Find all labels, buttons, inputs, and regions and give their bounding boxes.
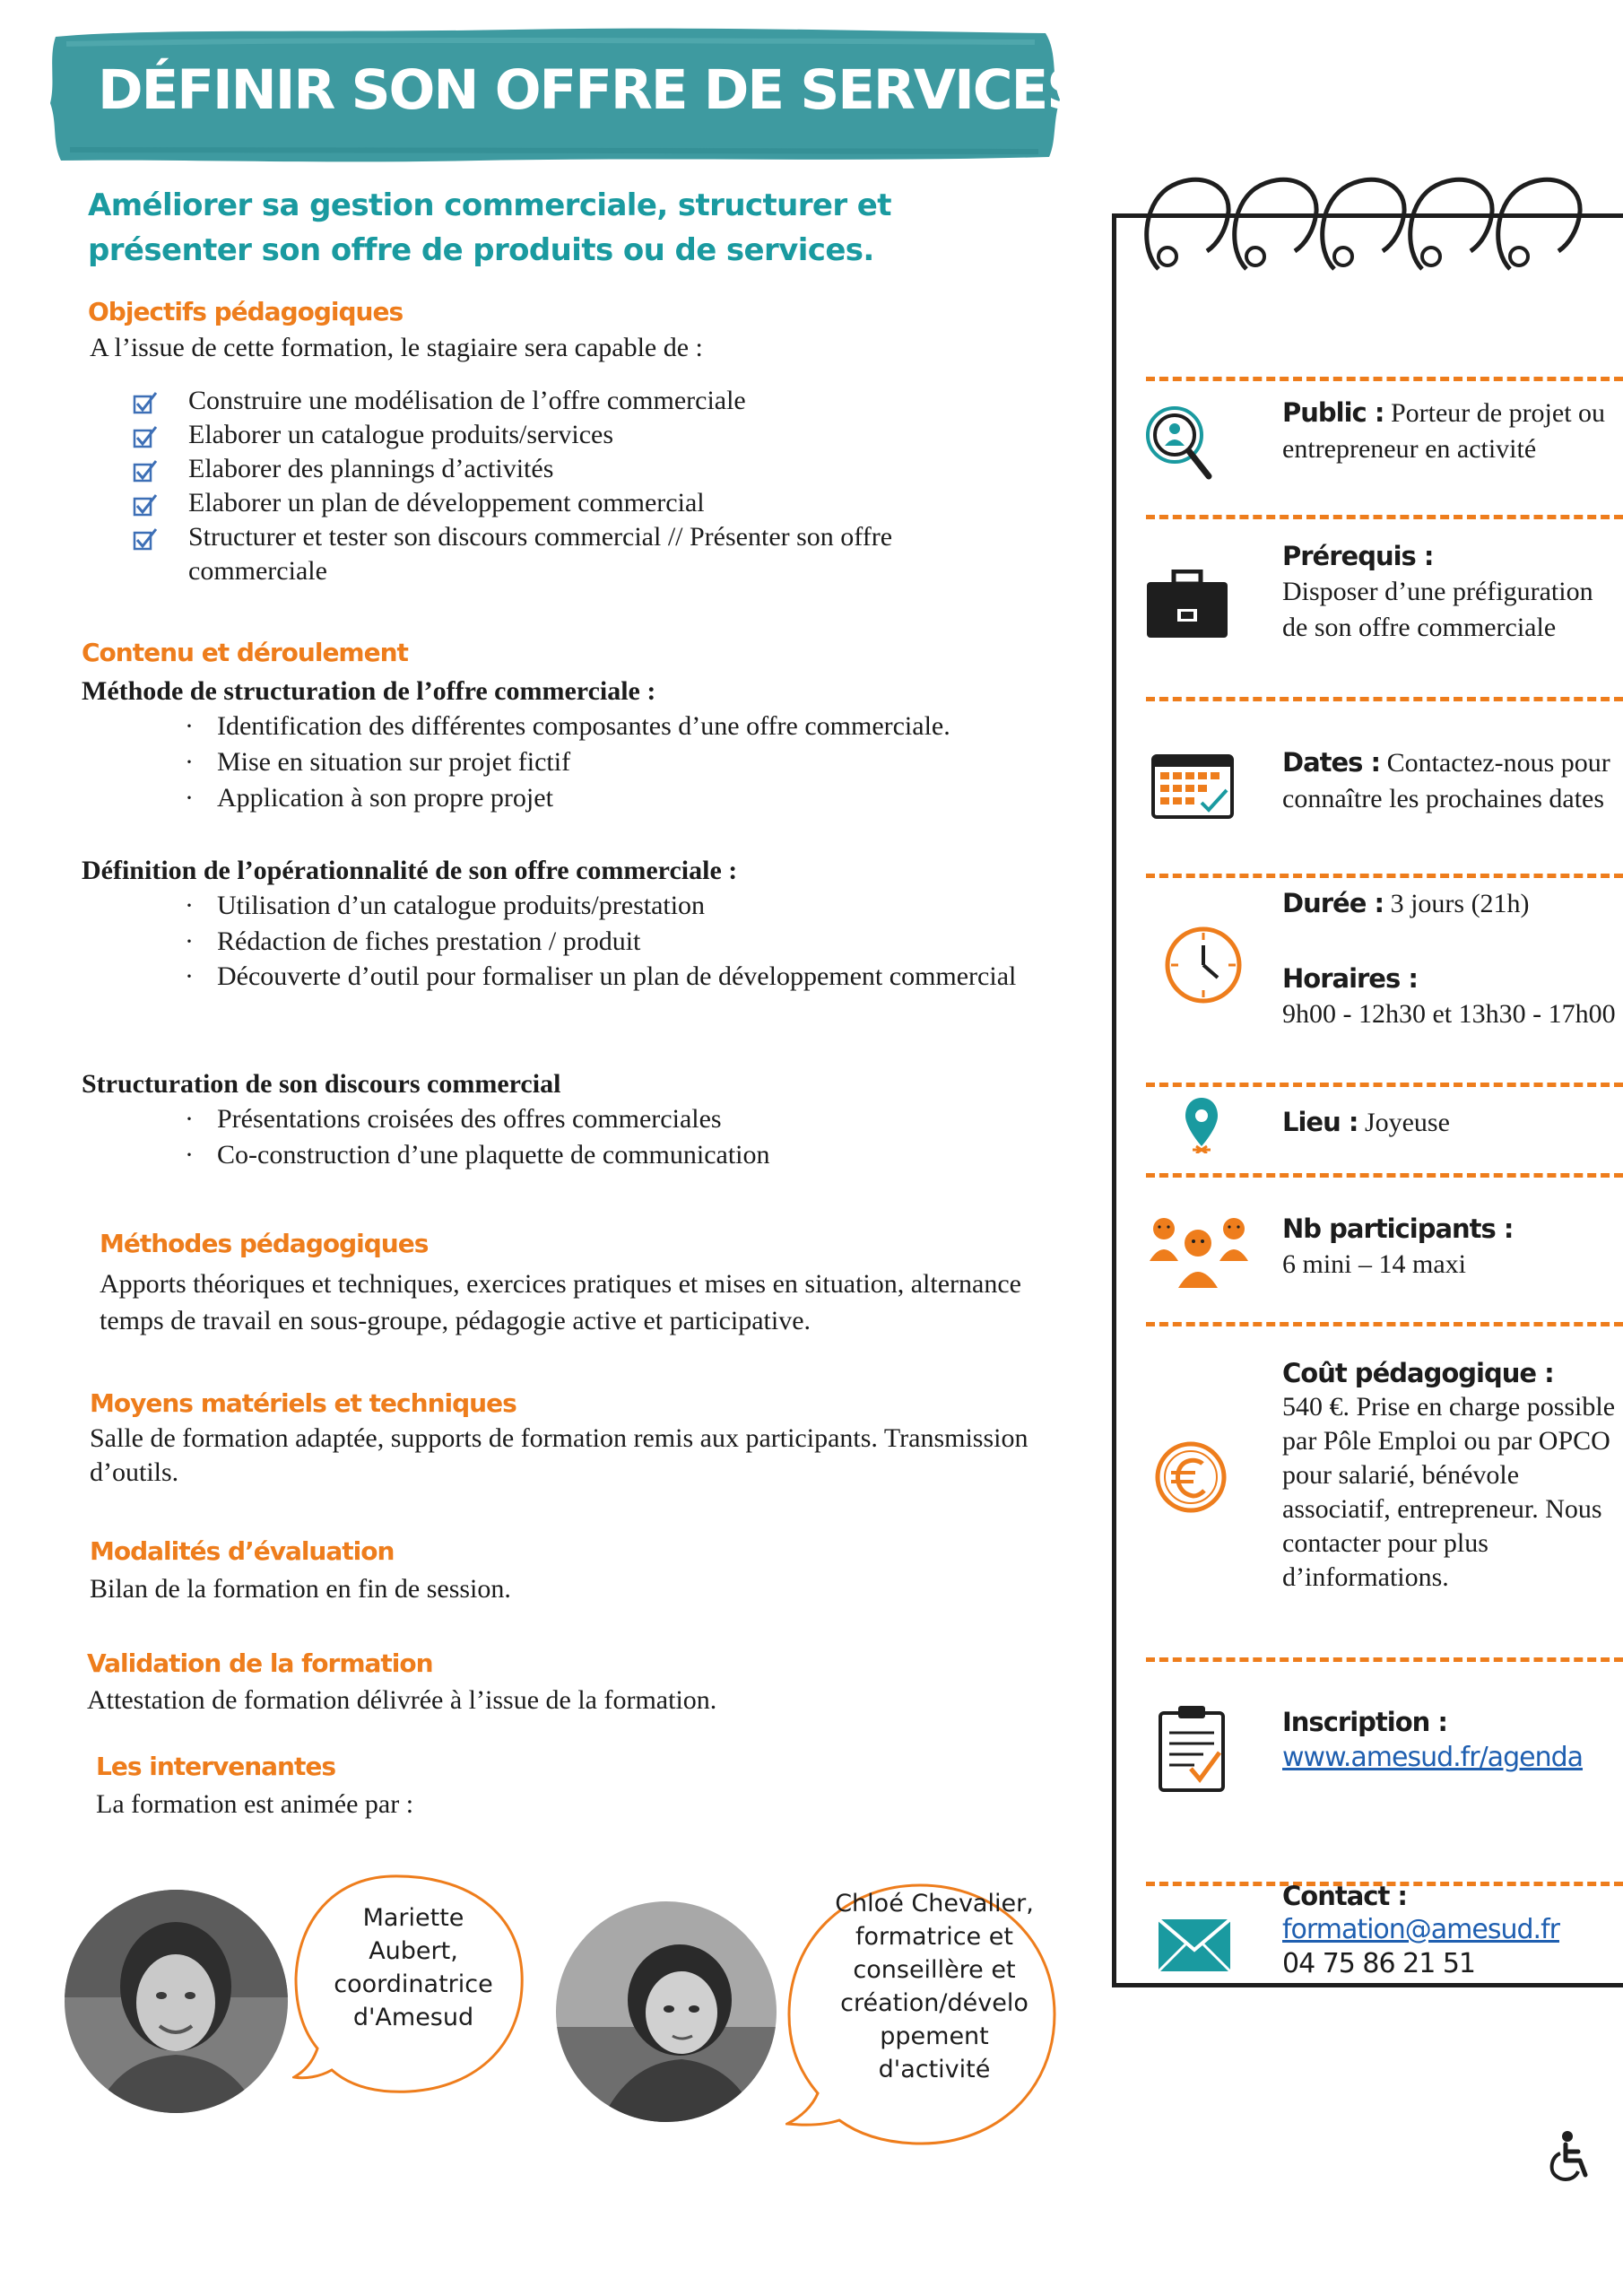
contact-label: Contact : [1282,1881,1408,1911]
trainer-caption: Mariette Aubert, coordinatrice d'Amesud [334,1904,493,2031]
dates-label: Dates : [1282,747,1381,778]
calendar-icon [1150,749,1236,821]
separator [1146,1173,1623,1178]
objectifs-intro: A l’issue de cette formation, le stagiaire sera capable de : [90,333,703,362]
section-heading-modalites: Modalités d’évaluation [90,1536,395,1566]
page-title: DÉFINIR SON OFFRE DE SERVICES [98,58,1085,122]
intervenantes-intro: La formation est animée par : [96,1789,414,1819]
list-item: · Mise en situation sur projet fictif [167,744,1063,780]
list-item: Construire une modélisation de l’offre commerciale [133,384,1029,418]
separator [1146,1322,1623,1326]
contenu-block-list [167,888,1028,994]
separator [1146,874,1623,878]
public-label: Public : [1282,397,1384,428]
list-item: · Rédaction de fiches prestation / produit [167,924,1028,960]
horaires-value: 9h00 - 12h30 et 13h30 - 17h00 [1282,999,1616,1029]
prerequis-label: Prérequis : [1282,541,1434,571]
contenu-block-title: Structuration de son discours commercial [82,1069,561,1099]
separator [1146,1657,1623,1662]
dates-value: Contactez-nous pour connaître les prochaines dates [1282,748,1610,813]
clock-icon [1162,924,1245,1006]
objectifs-list [133,384,1029,588]
cout-label: Coût pédagogique : [1282,1358,1554,1388]
checkbox-icon [133,459,158,483]
duree-value: 3 jours (21h) [1390,889,1530,918]
moyens-text: Salle de formation adaptée, supports de formation remis aux participants. Transmission d’outils. [90,1423,1028,1487]
modalites-text: Bilan de la formation en fin de session. [90,1574,511,1604]
checkbox-icon [133,391,158,414]
magnifier-person-icon [1141,399,1218,485]
accessibility-icon [1544,2130,1594,2184]
clipboard-icon [1157,1702,1227,1794]
contenu-block-title: Méthode de structuration de l’offre commerciale : [82,676,656,706]
checkbox-icon [133,527,158,551]
lieu-info [1282,1104,1616,1141]
contenu-block-list [167,1101,1063,1173]
contenu-block-title: Définition de l’opérationnalité de son offre commerciale : [82,856,738,885]
public-value: Porteur de projet ou entrepreneur en activité [1282,398,1606,464]
checkbox-icon [133,493,158,517]
list-item: · Découverte d’outil pour formaliser un plan de développement commercial [167,960,1028,994]
duree-label: Durée : [1282,888,1384,918]
list-item: · Application à son propre projet [167,780,1063,816]
list-item: · Co-construction d’une plaquette de communication [167,1137,1063,1173]
public-info [1282,395,1616,467]
section-heading-moyens: Moyens matériels et techniques [90,1388,516,1418]
section-heading-intervenantes: Les intervenantes [96,1752,336,1781]
participants-label: Nb participants : [1282,1213,1514,1244]
contenu-block-list [167,709,1063,816]
lieu-value: Joyeuse [1364,1108,1450,1137]
cout-value: 540 €. Prise en charge possible par Pôle Emploi ou par OPCO pour salarié, bénévole associatif, entrepreneur. Nous contacter pour plus d’informations. [1282,1392,1616,1592]
location-pin-icon [1184,1096,1219,1153]
separator [1146,377,1623,381]
euro-coin-icon [1154,1440,1228,1514]
people-group-icon [1146,1211,1252,1292]
dates-info [1282,744,1616,817]
briefcase-icon [1143,570,1231,641]
list-item: Elaborer un plan de développement commercial [133,486,1029,520]
section-heading-validation: Validation de la formation [87,1648,433,1678]
prerequis-value: Disposer d’une préfiguration de son offre commerciale [1282,577,1593,642]
avatar [556,1901,777,2122]
participants-value: 6 mini – 14 maxi [1282,1249,1466,1279]
prerequis-info [1282,538,1616,646]
portrait-photo [65,1890,288,2113]
list-item: Elaborer des plannings d’activités [133,452,1029,486]
trainer-caption: Chloé Chevalier, formatrice et conseillère et création/dévelo ppement d'activité [835,1890,1034,2083]
contact-email-link[interactable]: formation@amesud.fr [1282,1914,1559,1945]
envelope-icon [1157,1916,1232,1975]
validation-text: Attestation de formation délivrée à l’issue de la formation. [87,1685,717,1715]
contact-info [1282,1879,1616,1981]
contact-phone: 04 75 86 21 51 [1282,1948,1476,1979]
methodes-text: Apports théoriques et techniques, exercices pratiques et mises en situation, alternance temps de travail en sous-groupe, pédagogie active et participative. [100,1269,1021,1335]
list-item: Elaborer un catalogue produits/services [133,418,1029,452]
separator [1146,1083,1623,1087]
list-item: · Présentations croisées des offres commerciales [167,1101,1063,1137]
list-item: · Identification des différentes composantes d’une offre commerciale. [167,709,1063,744]
duree-info [1282,885,1616,922]
checkbox-icon [133,425,158,448]
section-heading-objectifs: Objectifs pédagogiques [88,297,404,326]
avatar [65,1890,288,2113]
portrait-photo [556,1901,777,2122]
section-heading-methodes: Méthodes pédagogiques [100,1229,429,1258]
section-heading-contenu: Contenu et déroulement [82,638,408,667]
list-item: · Utilisation d’un catalogue produits/prestation [167,888,1028,924]
separator [1146,515,1623,519]
separator [1146,697,1623,701]
horaires-label: Horaires : [1282,963,1418,994]
page-subtitle: Améliorer sa gestion commerciale, structurer et présenter son offre de produits ou de services. [88,187,891,268]
title-banner [48,26,1085,164]
list-item: Structurer et tester son discours commercial // Présenter son offre commerciale [133,520,1029,588]
horaires-info [1282,961,1616,1032]
inscription-info [1282,1704,1616,1776]
participants-info [1282,1211,1616,1283]
lieu-label: Lieu : [1282,1107,1358,1137]
spiral-binding [1132,170,1598,278]
cout-info [1282,1356,1616,1595]
inscription-label: Inscription : [1282,1707,1447,1737]
inscription-link[interactable]: www.amesud.fr/agenda [1282,1742,1584,1773]
